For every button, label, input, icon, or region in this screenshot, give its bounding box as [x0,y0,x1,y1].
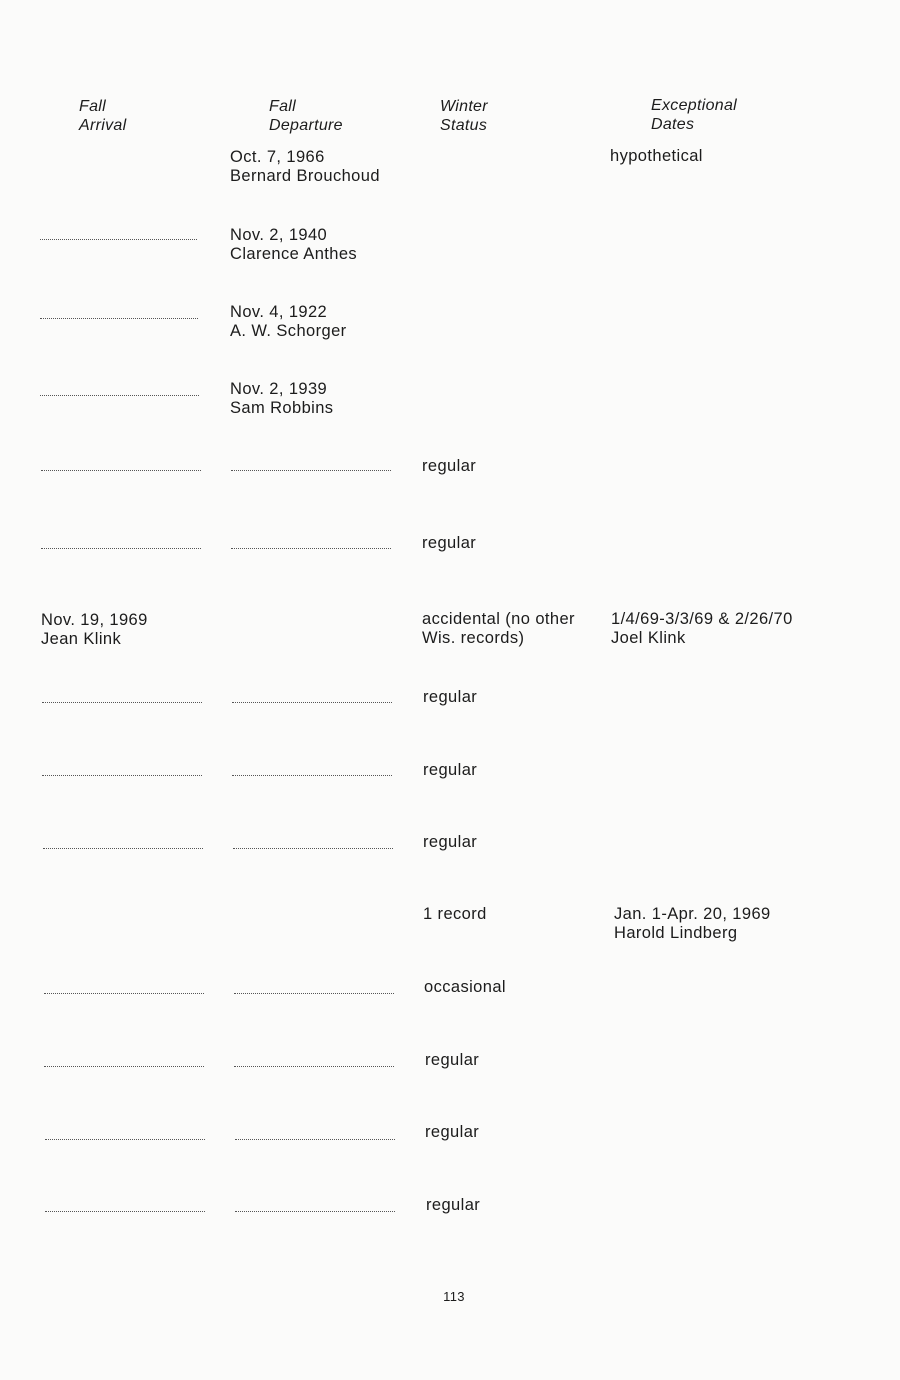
arrival-dotted-placeholder [45,1211,205,1212]
status-cell: regular [423,833,478,851]
arrival-dotted-placeholder [44,993,204,994]
departure-dotted-placeholder [233,848,393,849]
arrival-dotted-placeholder [45,1139,205,1140]
header-fall-arrival: Fall Arrival [79,98,127,134]
departure-dotted-placeholder [232,775,392,776]
departure-cell: Oct. 7, 1966 Bernard Brouchoud [230,148,380,185]
exceptional-cell: hypothetical [610,147,703,165]
departure-dotted-placeholder [235,1139,395,1140]
header-exceptional-dates: Exceptional Dates [651,97,738,133]
arrival-dotted-placeholder [42,775,202,776]
arrival-cell: Nov. 19, 1969 Jean Klink [41,611,148,648]
departure-dotted-placeholder [234,993,394,994]
departure-dotted-placeholder [235,1211,395,1212]
departure-cell: Nov. 2, 1939 Sam Robbins [230,380,334,417]
arrival-dotted-placeholder [42,702,202,703]
departure-dotted-placeholder [234,1066,394,1067]
status-cell: accidental (no other Wis. records) [422,610,575,647]
arrival-dotted-placeholder [40,395,199,396]
arrival-dotted-placeholder [44,1066,204,1067]
status-cell: regular [422,457,477,475]
header-winter-status: Winter Status [440,98,488,134]
arrival-dotted-placeholder [41,548,201,549]
departure-cell: Nov. 4, 1922 A. W. Schorger [230,303,347,340]
status-cell: regular [426,1196,481,1214]
arrival-dotted-placeholder [43,848,203,849]
status-cell: regular [425,1123,480,1141]
exceptional-cell: Jan. 1-Apr. 20, 1969 Harold Lindberg [614,905,771,942]
departure-dotted-placeholder [231,470,391,471]
status-cell: 1 record [423,905,487,923]
page-number: 113 [443,1289,465,1304]
status-cell: regular [425,1051,480,1069]
departure-cell: Nov. 2, 1940 Clarence Anthes [230,226,358,263]
header-fall-departure: Fall Departure [269,98,343,134]
status-cell: regular [422,534,477,552]
status-cell: regular [423,688,478,706]
departure-dotted-placeholder [231,548,391,549]
arrival-dotted-placeholder [40,318,198,319]
exceptional-cell: 1/4/69-3/3/69 & 2/26/70 Joel Klink [611,610,793,647]
status-cell: regular [423,761,478,779]
departure-dotted-placeholder [232,702,392,703]
arrival-dotted-placeholder [40,239,197,240]
status-cell: occasional [424,978,506,996]
arrival-dotted-placeholder [41,470,201,471]
